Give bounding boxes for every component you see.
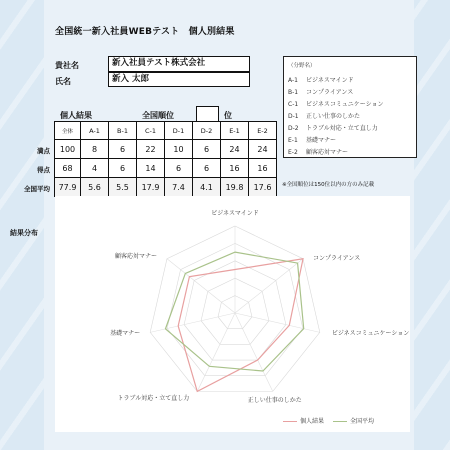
table-cell: 24 (221, 140, 249, 159)
category-legend-box (283, 56, 417, 158)
radar-chart-svg (55, 196, 410, 432)
legend-header: （分野名） (288, 63, 316, 69)
axis-label: 正しい仕事のしかた (247, 397, 302, 405)
table-header-row (55, 122, 277, 140)
table-cell: 10 (165, 140, 193, 159)
table-cell: 6 (193, 140, 221, 159)
axis-label: ビジネスマインド (211, 210, 259, 217)
column-header: D-1 (165, 122, 193, 140)
column-header: D-2 (193, 122, 221, 140)
table-cell: 17.9 (137, 178, 165, 197)
table-cell: 16 (221, 159, 249, 178)
legend-item: E-1 基礎マナー (288, 137, 337, 144)
table-cell: 6 (193, 159, 221, 178)
axis-spoke (197, 313, 235, 391)
table-cell: 14 (137, 159, 165, 178)
table-row (55, 140, 277, 159)
axis-spoke (235, 313, 273, 391)
legend-swatch (283, 421, 297, 422)
table-cell: 16 (249, 159, 277, 178)
company-value: 新入社員テスト株式会社 (108, 56, 250, 72)
table-cell: 77.9 (55, 178, 81, 197)
column-header: C-1 (137, 122, 165, 140)
table-cell: 22 (137, 140, 165, 159)
table-row (55, 159, 277, 178)
table-row (55, 178, 277, 197)
company-label: 貴社名 (55, 61, 79, 70)
table-cell: 17.6 (249, 178, 277, 197)
name-label: 氏名 (55, 77, 71, 86)
legend-swatch (333, 421, 347, 422)
name-value: 新入 太郎 (108, 72, 250, 87)
column-header: 全体 (55, 122, 81, 140)
row-label-full-score: 満点 (37, 147, 50, 155)
row-label-score: 得点 (37, 166, 50, 174)
legend-entry-national: 全国平均 (333, 416, 374, 425)
radar-chart (55, 196, 410, 432)
table-cell: 24 (249, 140, 277, 159)
table-cell: 68 (55, 159, 81, 178)
table-cell: 8 (81, 140, 109, 159)
rank-label: 全国順位 (142, 111, 174, 120)
axis-label: 基礎マナー (110, 330, 141, 338)
table-cell: 5.6 (81, 178, 109, 197)
legend-item: B-1 コンプライアンス (288, 89, 354, 96)
axis-spoke (150, 313, 235, 332)
table-cell: 5.5 (109, 178, 137, 197)
table-cell: 6 (165, 159, 193, 178)
axis-label: トラブル対応・立て直し力 (117, 395, 190, 403)
rank-suffix: 位 (224, 111, 232, 120)
results-label: 個人結果 (60, 111, 92, 120)
table-cell: 6 (109, 159, 137, 178)
axis-label: ビジネスコミュニケーション (331, 330, 410, 338)
axis-label: コンプライアンス (313, 254, 361, 262)
axis-spoke (235, 259, 303, 313)
results-table (54, 121, 277, 197)
column-header: B-1 (109, 122, 137, 140)
rank-note: ※全国順位は150位以内の方のみ記載 (282, 182, 375, 188)
table-cell: 7.4 (165, 178, 193, 197)
row-label-national-average: 全国平均 (24, 185, 50, 193)
legend-item: D-2 トラブル対応・立て直し力 (288, 125, 378, 132)
legend-item: E-2 顧客応対マナー (288, 149, 349, 156)
legend-item: A-1 ビジネスマインド (288, 77, 354, 84)
table-cell: 100 (55, 140, 81, 159)
column-header: E-2 (249, 122, 277, 140)
table-cell: 4.1 (193, 178, 221, 197)
legend-item: C-1 ビジネスコミュニケーション (288, 101, 384, 108)
column-header: A-1 (81, 122, 109, 140)
table-cell: 4 (81, 159, 109, 178)
document-title: 全国統一新入社員WEBテスト 個人別結果 (55, 27, 235, 37)
legend-entry-personal: 個人結果 (283, 416, 324, 425)
axis-label: 顧客応対マナー (114, 252, 157, 260)
table-cell: 6 (109, 140, 137, 159)
table-cell: 19.8 (221, 178, 249, 197)
axis-spoke (235, 313, 320, 332)
legend-item: D-1 正しい仕事のしかた (288, 113, 361, 120)
column-header: E-1 (221, 122, 249, 140)
distribution-label: 結果分布 (10, 229, 38, 237)
